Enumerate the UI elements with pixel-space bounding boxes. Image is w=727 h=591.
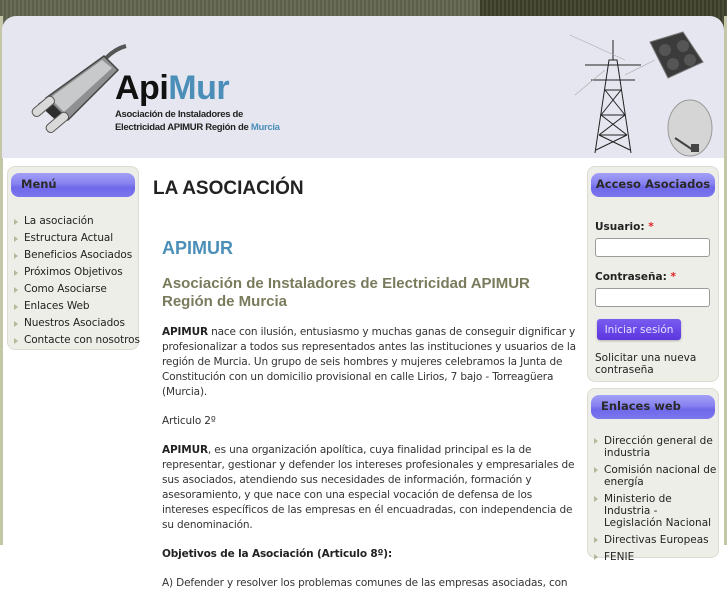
link-directivas-europeas[interactable]: Directivas Europeas bbox=[594, 534, 718, 546]
satellite-dish-icon bbox=[668, 100, 712, 156]
menu-item-la-asociacion[interactable]: La asociación bbox=[14, 213, 138, 230]
article-heading: Articulo 2º bbox=[162, 415, 216, 427]
link-fenie[interactable]: FENIE bbox=[594, 551, 718, 563]
bullet-arrow-icon bbox=[594, 537, 598, 543]
bullet-arrow-icon bbox=[14, 338, 18, 344]
menu-item-estructura-actual[interactable]: Estructura Actual bbox=[14, 230, 138, 247]
header-artwork bbox=[565, 20, 715, 155]
bullet-arrow-icon bbox=[14, 236, 18, 242]
menu-list bbox=[8, 213, 138, 349]
bullet-arrow-icon bbox=[14, 270, 18, 276]
menu-item-como-asociarse[interactable]: Como Asociarse bbox=[14, 281, 138, 298]
menu-item-contacte[interactable]: Contacte con nosotros bbox=[14, 332, 138, 349]
page-title: LA ASOCIACIÓN bbox=[153, 178, 304, 199]
links-list bbox=[588, 435, 718, 563]
bullet-arrow-icon bbox=[14, 287, 18, 293]
forgot-password-link[interactable]: Solicitar una nueva contraseña bbox=[595, 352, 697, 376]
bullet-arrow-icon bbox=[594, 554, 598, 560]
login-box bbox=[587, 166, 719, 382]
bullet-arrow-icon bbox=[594, 496, 598, 502]
logo-title[interactable]: ApiMur bbox=[115, 69, 230, 107]
login-button[interactable]: Iniciar sesión bbox=[597, 319, 681, 340]
menu-item-beneficios-asociados[interactable]: Beneficios Asociados bbox=[14, 247, 138, 264]
logo-subtitle: Asociación de Instaladores de Electricidad APIMUR Región de Murcia bbox=[115, 109, 280, 133]
menu-item-enlaces-web[interactable]: Enlaces Web bbox=[14, 298, 138, 315]
bullet-arrow-icon bbox=[14, 321, 18, 327]
password-label: Contraseña: * bbox=[595, 271, 676, 283]
intro-paragraph: APIMUR nace con ilusión, entusiasmo y muchas ganas de conseguir dignificar y profesionalizar a todos sus representados antes las instituciones y usuarios de la región de Murcia. Un grupo de seis hombres y mujeres celebramos la Junta de Constitución con un domicilio provisional en calle Lirios, 7 bajo - Torreagüera (Murcia). bbox=[162, 326, 576, 398]
links-title: Enlaces web bbox=[591, 395, 715, 419]
menu-item-proximos-objetivos[interactable]: Próximos Objetivos bbox=[14, 264, 138, 281]
bullet-arrow-icon bbox=[14, 253, 18, 259]
username-input[interactable] bbox=[595, 238, 710, 257]
username-label: Usuario: * bbox=[595, 221, 654, 233]
bullet-arrow-icon bbox=[14, 304, 18, 310]
solar-panel-icon bbox=[650, 32, 703, 78]
required-mark: * bbox=[670, 271, 676, 283]
section-subtitle: Asociación de Instaladores de Electricidad APIMUR Región de Murcia bbox=[162, 275, 530, 310]
login-title: Acceso Asociados bbox=[591, 173, 715, 197]
link-comision-nacional-energia[interactable]: Comisión nacional de energía bbox=[594, 464, 718, 488]
password-input[interactable] bbox=[595, 288, 710, 307]
bullet-arrow-icon bbox=[594, 467, 598, 473]
section-title: APIMUR bbox=[162, 238, 233, 258]
bullet-arrow-icon bbox=[594, 438, 598, 444]
menu-item-nuestros-asociados[interactable]: Nuestros Asociados bbox=[14, 315, 138, 332]
objectives-heading: Objetivos de la Asociación (Articulo 8º): bbox=[162, 548, 393, 560]
power-tower-icon bbox=[570, 35, 655, 153]
menu-title: Menú bbox=[11, 173, 135, 197]
link-ministerio-industria[interactable]: Ministerio de Industria - Legislación Nacional bbox=[594, 493, 718, 529]
web-links-box bbox=[587, 388, 719, 563]
mission-paragraph: APIMUR, es una organización apolítica, cuya finalidad principal es la de representar, gestionar y defender los intereses profesionales y empresariales de sus asociados, atendiendo sus necesidades de información, formación y asesoramiento, y que nace con una especial vocación de defensa de los intereses específicos de las empresas en él encuadradas, con independencia de su denominación. bbox=[162, 444, 575, 531]
required-mark: * bbox=[648, 221, 654, 233]
objective-a: A) Defender y resolver los problemas comunes de las empresas asociadas, con bbox=[162, 577, 568, 589]
bullet-arrow-icon bbox=[14, 219, 18, 225]
link-direccion-general-industria[interactable]: Dirección general de industria bbox=[594, 435, 718, 459]
main-content bbox=[153, 166, 576, 591]
main-menu bbox=[7, 166, 139, 350]
